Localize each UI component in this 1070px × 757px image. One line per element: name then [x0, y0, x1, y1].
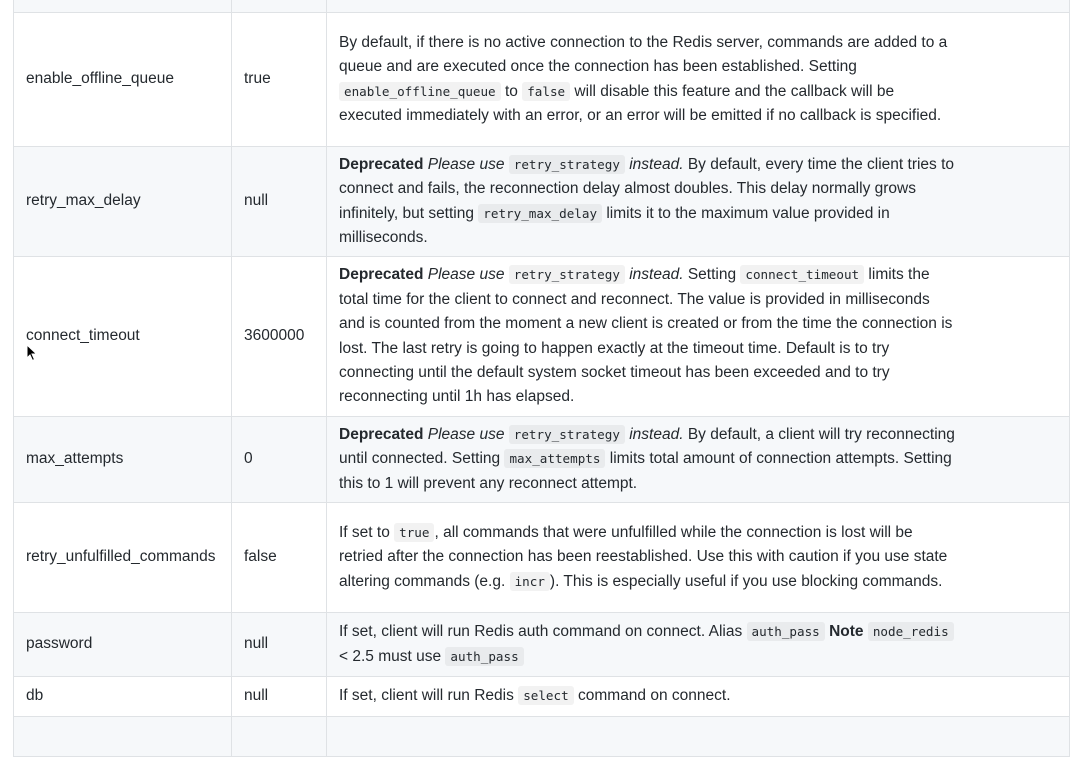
- option-name: enable_offline_queue: [14, 13, 232, 147]
- deprecated-label: Deprecated: [339, 425, 424, 443]
- inline-code: auth_pass: [747, 622, 825, 641]
- inline-code: true: [394, 523, 434, 542]
- default-value: false: [232, 503, 327, 613]
- table-row: [14, 0, 1070, 13]
- option-description: Deprecated Please use retry_strategy instead. Setting connect_timeout limits the total time for the client to connect and reconnect. The value is provided in milliseconds and is counted from the moment a new client is created or from the time the connection is lost. The last retry is going to happen exactly at the timeout time. Default is to try connecting until the default system socket timeout has been exceeded and to try reconnecting until 1h has elapsed.: [327, 257, 1070, 417]
- default-value: null: [232, 147, 327, 257]
- options-table: [13, 0, 1070, 757]
- option-description: Deprecated Please use retry_strategy instead. By default, a client will try reconnecting until connected. Setting max_attempts limits total amount of connection attempts. Setting this to 1 will prevent any reconnect attempt.: [327, 417, 1070, 503]
- option-description: [327, 0, 1070, 13]
- option-name: password: [14, 613, 232, 677]
- default-value: true: [232, 13, 327, 147]
- table-row: [14, 257, 1070, 417]
- option-name: db: [14, 677, 232, 717]
- option-description: If set, client will run Redis auth command on connect. Alias auth_pass Note node_redis < 2.5 must use auth_pass: [327, 613, 1070, 677]
- deprecated-label: Deprecated: [339, 155, 424, 173]
- deprecated-label: Deprecated: [339, 266, 424, 284]
- inline-code: node_redis: [868, 622, 954, 641]
- inline-code: max_attempts: [504, 449, 605, 468]
- option-name: retry_unfulfilled_commands: [14, 503, 232, 613]
- default-value: null: [232, 677, 327, 717]
- table-row: [14, 147, 1070, 257]
- option-name: [14, 0, 232, 13]
- inline-code: retry_strategy: [509, 425, 625, 444]
- table-row: [14, 13, 1070, 147]
- inline-code: connect_timeout: [740, 265, 864, 284]
- option-name: max_attempts: [14, 417, 232, 503]
- inline-code: retry_strategy: [509, 265, 625, 284]
- inline-code: false: [522, 82, 570, 101]
- option-description: By default, if there is no active connection to the Redis server, commands are added to a queue and are executed once the connection has been established. Setting enable_offline_queue to false will disable this feature and the callback will be executed immediately with an error, or an error will be emitted if no callback is specified.: [327, 13, 1070, 147]
- default-value: 3600000: [232, 257, 327, 417]
- default-value: [232, 0, 327, 13]
- option-description: If set, client will run Redis select command on connect.: [327, 677, 1070, 717]
- note-label: Note: [829, 623, 864, 641]
- inline-code: incr: [510, 572, 550, 591]
- inline-code: retry_max_delay: [478, 204, 602, 223]
- default-value: null: [232, 613, 327, 677]
- table-row: [14, 417, 1070, 503]
- table-row: [14, 503, 1070, 613]
- table-row: [14, 717, 1070, 757]
- table-row: [14, 677, 1070, 717]
- table-row: [14, 613, 1070, 677]
- option-name: connect_timeout: [14, 257, 232, 417]
- option-name: retry_max_delay: [14, 147, 232, 257]
- inline-code: select: [518, 686, 574, 705]
- default-value: 0: [232, 417, 327, 503]
- option-description: Deprecated Please use retry_strategy instead. By default, every time the client tries to connect and fails, the reconnection delay almost doubles. This delay normally grows infinitely, but setting retry_max_delay limits it to the maximum value provided in milliseconds.: [327, 147, 1070, 257]
- inline-code: enable_offline_queue: [339, 82, 501, 101]
- option-description: If set to true , all commands that were unfulfilled while the connection is lost will be retried after the connection has been reestablished. Use this with caution if you use state altering commands (e.g. incr ). This is especially useful if you use blocking commands.: [327, 503, 1070, 613]
- inline-code: retry_strategy: [509, 155, 625, 174]
- inline-code: auth_pass: [445, 647, 523, 666]
